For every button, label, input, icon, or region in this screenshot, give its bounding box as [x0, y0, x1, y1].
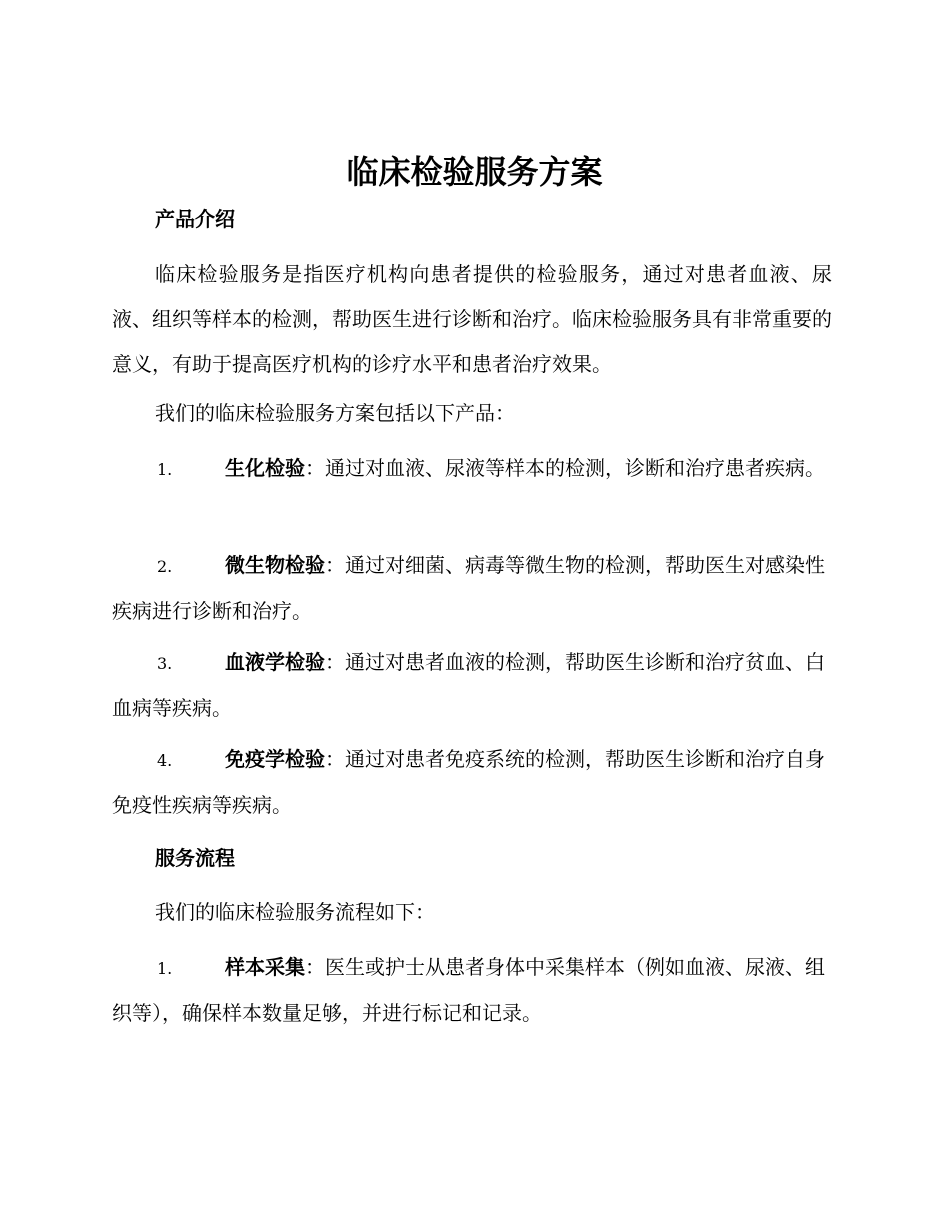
- product-list-item: [112, 640, 832, 731]
- document-title: 临床检验服务方案: [346, 153, 603, 191]
- list-item-description: ：医生或护士从患者身体中采集样本（例如血液、尿液、组织等），确保样本数量足够，并进行标记和记录。: [112, 955, 825, 1025]
- process-lead-paragraph: 我们的临床检验服务流程如下：: [155, 900, 435, 924]
- list-number: 2.: [157, 557, 173, 576]
- product-list-item: [112, 446, 832, 492]
- list-item-term: 血液学检验: [225, 650, 325, 674]
- section-heading-service-process: 服务流程: [155, 846, 235, 870]
- list-number: 3.: [157, 654, 173, 673]
- section-heading-product-intro: 产品介绍: [155, 207, 235, 231]
- list-number: 1.: [157, 460, 173, 479]
- process-list-item: [112, 945, 832, 1036]
- list-number: 1.: [157, 959, 173, 978]
- intro-paragraph: 临床检验服务是指医疗机构向患者提供的检验服务，通过对患者血液、尿液、组织等样本的检测，帮助医生进行诊断和治疗。临床检验服务具有非常重要的意义，有助于提高医疗机构的诊疗水平和患者治疗效果。: [112, 262, 832, 376]
- list-item-term: 免疫学检验: [225, 747, 325, 771]
- product-list-item: [112, 543, 832, 634]
- list-item-description: ：通过对患者血液的检测，帮助医生诊断和治疗贫血、白血病等疾病。: [112, 650, 825, 720]
- products-lead-paragraph: 我们的临床检验服务方案包括以下产品：: [155, 401, 515, 425]
- list-item-description: ：通过对细菌、病毒等微生物的检测，帮助医生对感染性疾病进行诊断和治疗。: [112, 553, 825, 623]
- list-item-term: 生化检验: [225, 456, 305, 480]
- list-item-description: ：通过对血液、尿液等样本的检测，诊断和治疗患者疾病。: [305, 456, 825, 480]
- product-list-item: [112, 737, 832, 828]
- list-item-term: 微生物检验: [225, 553, 325, 577]
- list-number: 4.: [157, 751, 173, 770]
- list-item-description: ：通过对患者免疫系统的检测，帮助医生诊断和治疗自身免疫性疾病等疾病。: [112, 747, 825, 817]
- list-item-term: 样本采集: [225, 955, 305, 979]
